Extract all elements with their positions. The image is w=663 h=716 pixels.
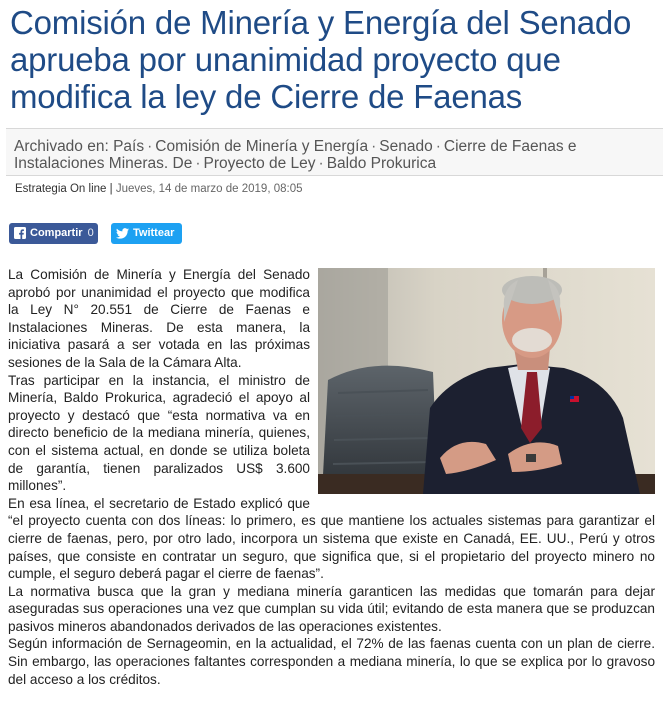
twitter-share-label: Twittear [133, 227, 175, 239]
tag-link[interactable]: Baldo Prokurica [326, 155, 437, 172]
article-paragraph: Según información de Sernageomin, en la actualidad, el 72% de las faenas cuenta con un plan de cierre. Sin embargo, las operaciones faltantes corresponden a mediana minería, lo que se explica por lo gravoso del acceso a los créditos. [8, 636, 655, 687]
archive-tags: Archivado en: País · Comisión de Minería y Energía · Senado · Cierre de Faenas e Instalaciones Mineras. De · Proyecto de Ley · Baldo Prokurica [6, 128, 663, 176]
facebook-icon [14, 227, 26, 239]
tag-link[interactable]: Senado [379, 138, 433, 155]
tag-link[interactable]: País [113, 138, 145, 155]
tag-link[interactable]: Cierre de Faenas e Instalaciones Mineras. De [14, 138, 577, 172]
article-paragraph: La Comisión de Minería y Energía del Senado aprobó por unanimidad el proyecto que modifica la Ley N° 20.551 de Cierre de Faenas e Instalaciones Mineras. De esta manera, la iniciativa pasará a ser votada en las próximas sesiones de la Sala de la Cámara Alta. [8, 267, 310, 370]
twitter-icon [116, 228, 129, 239]
twitter-share-button[interactable] [111, 223, 182, 244]
article-paragraph: En esa línea, el secretario de Estado explicó que “el proyecto cuenta con dos líneas: lo primero, es que mantiene los actuales sistemas para garantizar el cierre de faenas, pero, por otro lado, incorpora un sistema que existe en Canadá, EE. UU., Perú y otros países, que consiste en contratar un seguro, que significa que, si el propietario del proyecto minero no cumple, el seguro deberá pagar el cierre de faenas”. [8, 495, 655, 582]
source-name: Estrategia On line [15, 183, 107, 195]
tag-link[interactable]: Comisión de Minería y Energía [155, 138, 369, 155]
article-paragraph: La normativa busca que la gran y mediana minería garanticen las medidas que tomarán para dejar aseguradas sus operaciones una vez que cumplan su vida útil; evitando de esta manera que se produzcan pasivos mineros abandonados derivados de las operaciones existentes. [8, 583, 655, 634]
facebook-share-button[interactable] [9, 223, 98, 244]
tag-link[interactable]: Proyecto de Ley [203, 155, 316, 172]
publish-date: Jueves, 14 de marzo de 2019, 08:05 [115, 183, 303, 195]
article-title: Comisión de Minería y Energía del Senado aprueba por unanimidad proyecto que modifica la ley de Cierre de Faenas [10, 4, 632, 115]
byline: Estrategia On line | Jueves, 14 de marzo de 2019, 08:05 [15, 183, 303, 195]
article-photo [318, 268, 655, 494]
archive-label: Archivado en: [14, 138, 109, 155]
article-body [8, 266, 655, 688]
facebook-share-count: 0 [87, 227, 94, 239]
article-paragraph: Tras participar en la instancia, el ministro de Minería, Baldo Prokurica, agradeció el apoyo al proyecto y destacó que “esta normativa va en directo beneficio de la mediana minería, quienes, con el sistema actual, en donde se utiliza boleta de garantía, tienen paralizados US$ 3.600 millones”. [8, 372, 310, 494]
facebook-share-label: Compartir [30, 227, 83, 239]
